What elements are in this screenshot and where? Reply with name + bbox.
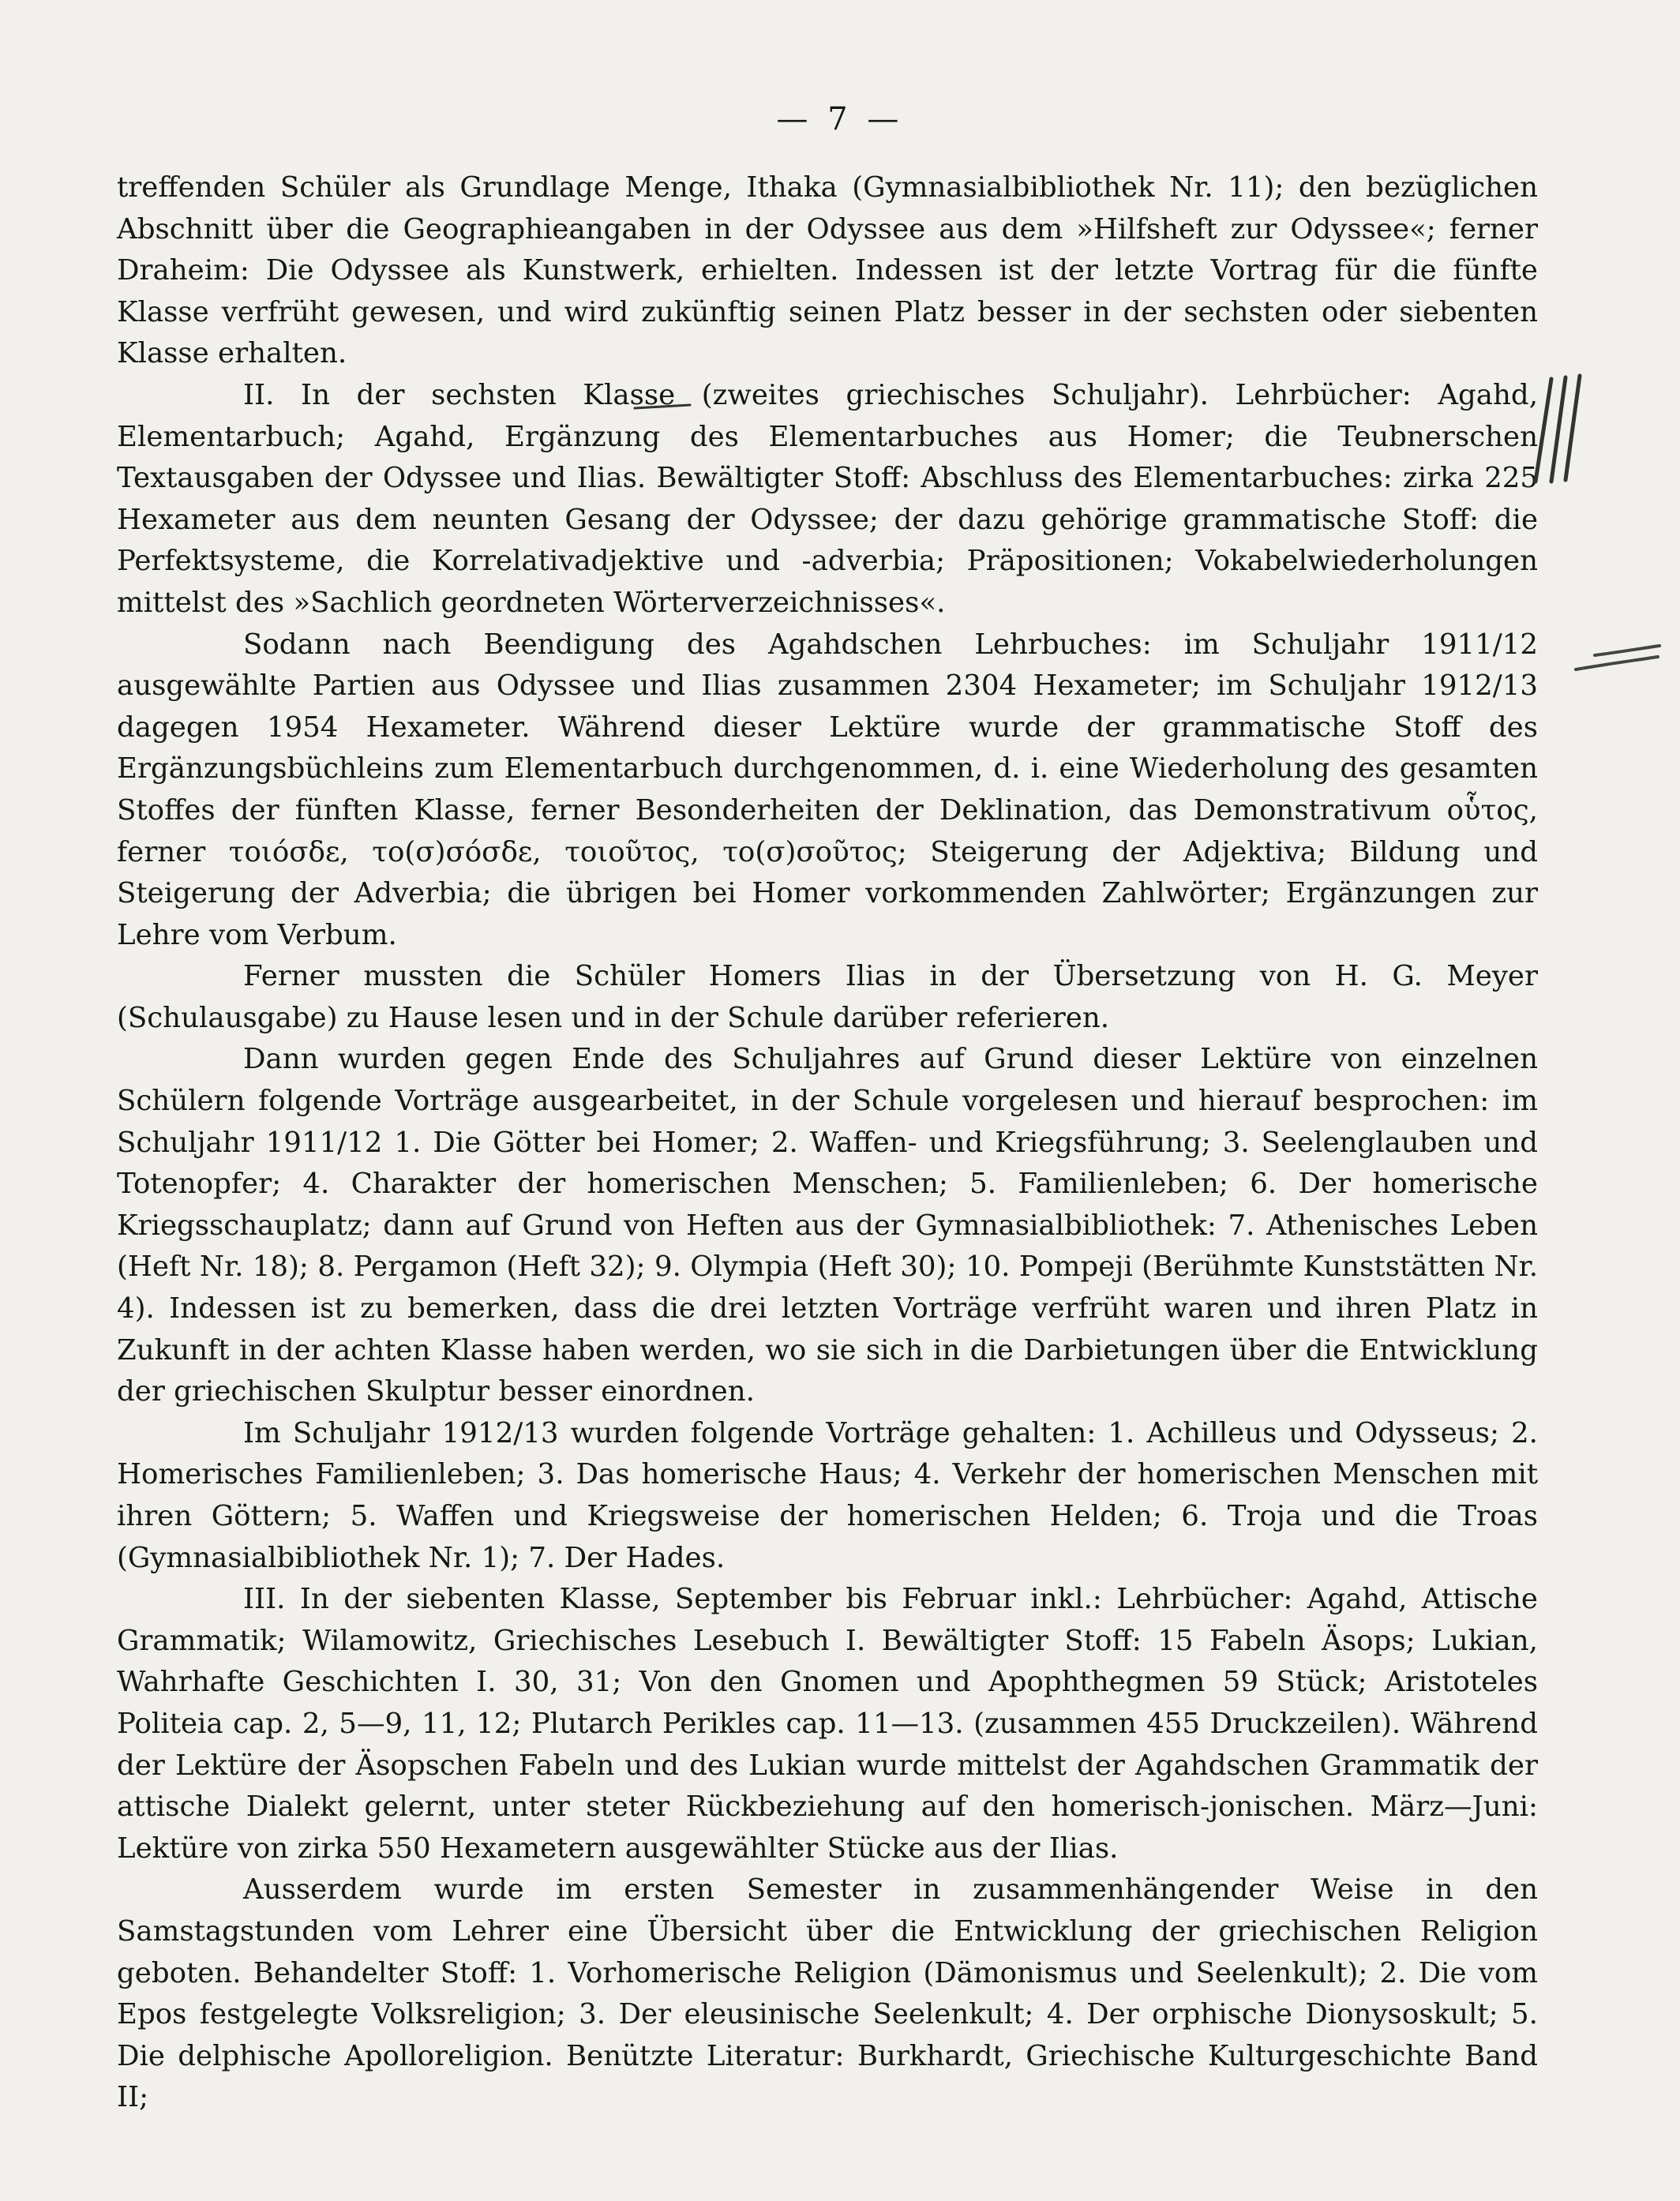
paragraph: III. In der siebenten Klasse, September bis Februar inkl.: Lehrbücher: Agahd, Attische Grammatik; Wilamowitz, Griechisches Lesebuch I. Bewältigter Stoff: 15 Fabeln Äsops; Lukian, Wahrhafte Geschichten I. 30, 31; Von den Gnomen und Apophthegmen 59 Stück; Aristoteles Politeia cap. 2, 5—9, 11, 12; Plutarch Perikles cap. 11—13. (zusammen 455 Druckzeilen). Während der Lektüre der Äsopschen Fabeln und des Lukian wurde mittelst der Agahdschen Grammatik der attische Dialekt gelernt, unter steter Rückbeziehung auf den homerisch-jonischen. März—Juni: Lektüre von zirka 550 Hexametern ausgewählter Stücke aus der Ilias. (117, 1583, 1538, 1865)
page-number: — 7 — (776, 101, 904, 137)
paragraph: Dann wurden gegen Ende des Schuljahres auf Grund dieser Lektüre von einzelnen Schülern folgende Vorträge ausgearbeitet, in der Schule vorgelesen und hierauf besprochen: im Schuljahr 1911/12 1. Die Götter bei Homer; 2. Waffen- und Kriegsführung; 3. Seelenglauben und Totenopfer; 4. Charakter der homerischen Menschen; 5. Familienleben; 6. Der homerische Kriegsschauplatz; dann auf Grund von Heften aus der Gymnasialbibliothek: 7. Athenisches Leben (Heft Nr. 18); 8. Pergamon (Heft 32); 9. Olympia (Heft 30); 10. Pompeji (Berühmte Kunststätten Nr. 4). Indessen ist zu bemerken, dass die drei letzten Vorträge verfrüht waren und ihren Platz in Zukunft in der achten Klasse haben werden, wo sie sich in die Darbietungen über die Entwicklung der griechischen Skulptur besser einordnen. (117, 1043, 1538, 1408)
body-text (117, 167, 1538, 2119)
margin-pencil-bars (1528, 371, 1591, 489)
paragraph: Ferner mussten die Schüler Homers Ilias in der Übersetzung von H. G. Meyer (Schulausgabe) zu Hause lesen und in der Schule darüber referieren. (117, 960, 1538, 1034)
paragraph: Ausserdem wurde im ersten Semester in zusammenhängender Weise in den Samstagstunden vom Lehrer eine Übersicht über die Entwicklung der griechischen Religion geboten. Behandelter Stoff: 1. Vorhomerische Religion (Dämonismus und Seelenkult); 2. Die vom Epos festgelegte Volksreligion; 3. Der eleusinische Seelenkult; 4. Der orphische Dionysoskult; 5. Die delphische Apolloreligion. Benützte Literatur: Burkhardt, Griechische Kulturgeschichte Band II; (117, 1873, 1538, 2114)
underline-mark (632, 399, 695, 414)
paragraph: Sodann nach Beendigung des Agahdschen Lehrbuches: im Schuljahr 1911/12 ausgewählte Partien aus Odyssee und Ilias zusammen 2304 Hexameter; im Schuljahr 1912/13 dagegen 1954 Hexameter. Während dieser Lektüre wurde der grammatische Stoff des Ergänzungsbüchleins zum Elementarbuch durchgenommen, d. i. eine Wiederholung des gesamten Stoffes der fünften Klasse, ferner Besonderheiten der Deklination, das Demonstrativum οὗτος, ferner τοιόσδε, το(σ)σόσδε, τοιοῦτος, το(σ)σοῦτος; Steigerung der Adjektiva; Bildung und Steigerung der Adverbia; die übrigen bei Homer vorkommenden Zahlwörter; Ergänzungen zur Lehre vom Verbum. (117, 628, 1538, 951)
paragraph: II. In der sechsten Klasse (zweites griechisches Schuljahr). Lehrbücher: Agahd, Elementarbuch; Agahd, Ergänzung des Elementarbuches aus Homer; die Teubnerschen Textausgaben der Odyssee und Ilias. Bewältigter Stoff: Abschluss des Elementarbuches: zirka 225 Hexameter aus dem neunten Gesang der Odyssee; der dazu gehörige grammatische Stoff: die Perfektsysteme, die Korrelativadjektive und -adverbia; Präpositionen; Vokabelwiederholungen mittelst des »Sachlich geordneten Wörterverzeichnisses«. (117, 378, 1538, 619)
paragraph: Im Schuljahr 1912/13 wurden folgende Vorträge gehalten: 1. Achilleus und Odysseus; 2. Homerisches Familienleben; 3. Das homerische Haus; 4. Verkehr der homerischen Menschen mit ihren Göttern; 5. Waffen und Kriegsweise der homerischen Helden; 6. Troja und die Troas (Gymnasialbibliothek Nr. 1); 7. Der Hades. (117, 1416, 1538, 1574)
paragraph: treffenden Schüler als Grundlage Menge, Ithaka (Gymnasialbibliothek Nr. 11); den bezüglichen Abschnitt über die Geographieangaben in der Odyssee aus dem »Hilfsheft zur Odyssee«; ferner Draheim: Die Odyssee als Kunstwerk, erhielten. Indessen ist der letzte Vortrag für die fünfte Klasse verfrüht gewesen, und wird zukünftig seinen Platz besser in der sechsten oder siebenten Klasse erhalten. (117, 171, 1538, 370)
margin-pencil-dash (1571, 641, 1666, 681)
